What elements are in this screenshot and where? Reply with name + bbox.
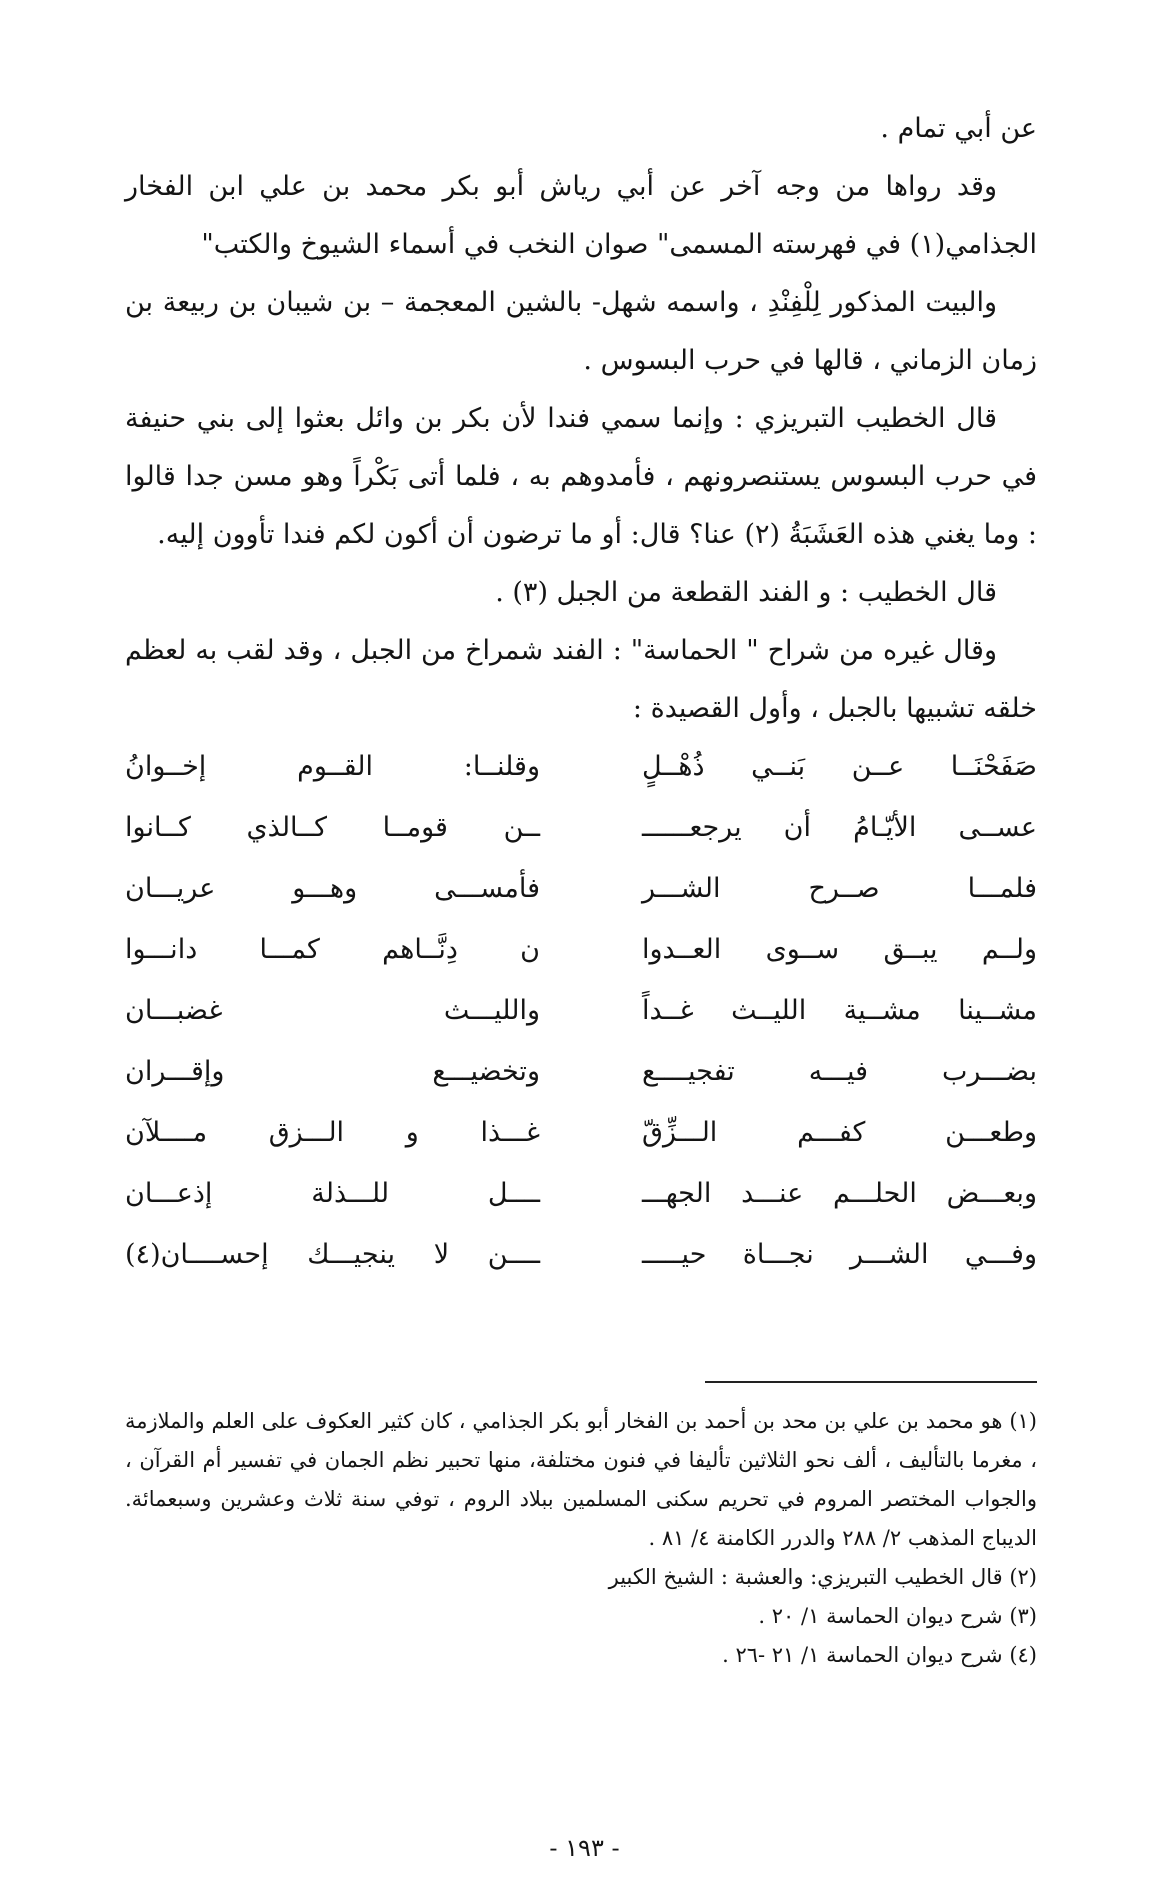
poem-verse [125,858,1037,919]
paragraph: قال الخطيب : و الفند القطعة من الجبل (٣) . [495,577,997,608]
paragraph: قال الخطيب التبريزي : وإنما سمي فندا لأن بكر بن وائل بعثوا إلى بني حنيفة في حرب البسوس يستنصرونهم ، فأمدوهم به ، فلما أتى بَكْراً وهو مسن جدا قالوا : وما يغني هذه العَشَبَةُ (٢) عنا؟ قال: أو ما ترضون أن أكون لكم فندا تأوون إليه. [125,403,1037,550]
verse-second-hemistich: والليـــث غضبـــان [125,995,540,1026]
paragraph: وقد رواها من وجه آخر عن أبي رياش أبو بكر محمد بن علي ابن الفخار الجذامي(١) في فهرسته المسمى" صوان النخب في أسماء الشيوخ والكتب" [125,171,1037,260]
verse-second-hemistich: وتخضيـــع وإقـــران [125,1056,540,1087]
poem-verse [125,736,1037,797]
poem-verse [125,1102,1037,1163]
verse-first-hemistich: مشــينا مشــية الليــث غــداً [642,995,1037,1026]
verse-second-hemistich: فأمســـى وهـــو عريـــان [125,873,540,904]
main-text [125,100,1037,738]
footnote-divider [705,1381,1037,1383]
footnote: (٤) شرح ديوان الحماسة ١/ ٢١ -٢٦ . [722,1643,1037,1667]
poem-verse [125,1163,1037,1224]
footnotes [125,1402,1037,1675]
verse-second-hemistich: ــن قومــا كــالذي كــانوا [125,812,540,843]
footnote: (٢) قال الخطيب التبريزي: والعشبة : الشيخ الكبير [608,1565,1037,1589]
verse-first-hemistich: وفـــي الشـــر نجـــاة حيـــــ [642,1239,1037,1270]
poem [125,736,1037,1285]
poem-verse [125,980,1037,1041]
paragraph: والبيت المذكور لِلْفِنْدِ ، واسمه شهل- بالشين المعجمة – بن شيبان بن ربيعة بن زمان الزماني ، قالها في حرب البسوس . [125,287,1037,376]
verse-second-hemistich: ن دِنَّــاهم كمـــا دانـــوا [125,934,540,965]
verse-second-hemistich: ــــن لا ينجيـــك إحســــان(٤) [125,1239,540,1270]
verse-first-hemistich: فلمـــا صــرح الشـــر [642,873,1037,904]
poem-verse [125,1041,1037,1102]
verse-second-hemistich: ــــل للـــذلة إذعـــان [125,1178,540,1209]
verse-first-hemistich: ولــم يبــق ســوى العــدوا [642,934,1037,965]
verse-first-hemistich: صَفَحْنَــا عــن بَنــي ذُهْــلٍ [642,751,1037,782]
verse-first-hemistich: وبعـــض الحلـــم عنـــد الجهـــ [642,1178,1037,1209]
verse-second-hemistich: غـــذا و الـــزق مــــلآن [125,1117,540,1148]
poem-verse [125,1224,1037,1285]
footnote: (٣) شرح ديوان الحماسة ١/ ٢٠ . [758,1604,1037,1628]
verse-first-hemistich: وطعـــن كفـــم الـــزِّقّ [642,1117,1037,1148]
verse-first-hemistich: عســى الأيّـامُ أن يرجعــــــ [642,812,1037,843]
verse-second-hemistich: وقلنــا: القــوم إخــوانُ [125,751,540,782]
poem-verse [125,797,1037,858]
poem-verse [125,919,1037,980]
footnote: (١) هو محمد بن علي بن محد بن أحمد بن الفخار أبو بكر الجذامي ، كان كثير العكوف على العلم والملازمة ، مغرما بالتأليف ، ألف نحو الثلاثين تأليفا في فنون مختلفة، منها تحبير نظم الجمان في تفسير أم القرآن ، والجواب المختصر المروم في تحريم سكنى المسلمين ببلاد الروم ، توفي سنة ثلاث وعشرين وسبعمائة. الديباج المذهب ٢/ ٢٨٨ والدرر الكامنة ٤/ ٨١ . [125,1409,1037,1550]
page-number: - ١٩٣ - [549,1834,620,1862]
paragraph: وقال غيره من شراح " الحماسة" : الفند شمراخ من الجبل ، وقد لقب به لعظم خلقه تشبيها بالجبل ، وأول القصيدة : [125,635,1037,724]
verse-first-hemistich: بضـــرب فيـــه تفجيــــع [642,1056,1037,1087]
paragraph: عن أبي تمام . [880,113,1037,144]
